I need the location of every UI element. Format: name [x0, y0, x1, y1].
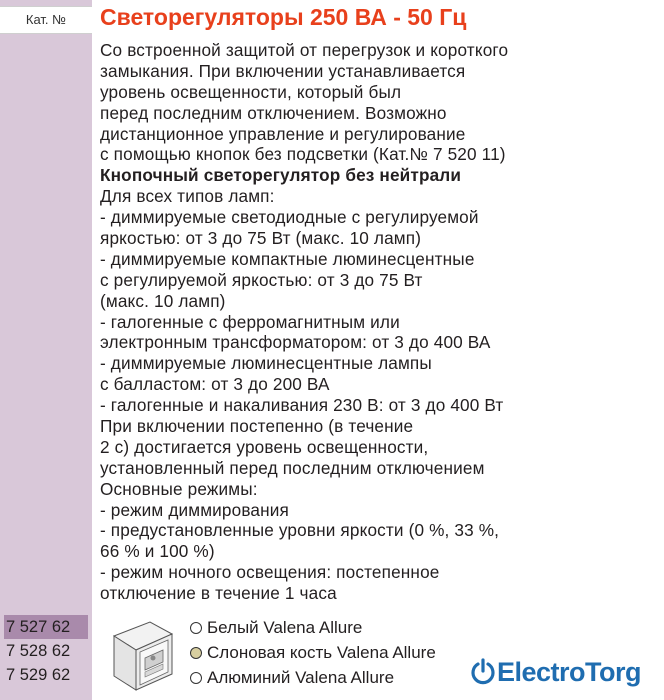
description-line: отключение в течение 1 часа — [100, 583, 337, 604]
description — [100, 40, 660, 604]
catalog-number-2: 7 528 62 — [6, 642, 71, 660]
description-line: (макс. 10 ламп) — [100, 290, 226, 311]
description-line: - диммируемые люминесцентные лампы — [100, 353, 432, 374]
description-line: 66 % и 100 %) — [100, 541, 215, 562]
catalog-number-3: 7 529 62 — [6, 666, 71, 684]
description-line: - предустановленные уровни яркости (0 %, 33 %, — [100, 520, 500, 541]
description-line: При включении постепенно (в течение — [100, 416, 414, 437]
variant-aluminium: Алюминий Valena Allure — [190, 666, 394, 690]
description-line: - галогенные с ферромагнитным или — [100, 311, 400, 332]
description-line: замыкания. При включении устанавливается — [100, 60, 466, 81]
description-line: дистанционное управление и регулирование — [100, 123, 466, 144]
description-line: - диммируемые светодиодные с регулируемой — [100, 207, 479, 228]
description-line: перед последним отключением. Возможно — [100, 102, 447, 123]
swatch-icon — [190, 647, 202, 659]
description-line: - диммируемые компактные люминесцентные — [100, 248, 475, 269]
description-line: - галогенные и накаливания 230 В: от 3 до 400 Вт — [100, 395, 504, 416]
description-line: с балластом: от 3 до 200 ВА — [100, 374, 330, 395]
description-line: - режим диммирования — [100, 499, 289, 520]
description-line: Со встроенной защитой от перегрузок и короткого — [100, 40, 509, 60]
section-title: Светорегуляторы 250 ВА - 50 Гц — [100, 4, 467, 30]
description-line: уровень освещенности, который был — [100, 81, 402, 102]
variant-ivory: Слоновая кость Valena Allure — [190, 641, 436, 665]
description-line: установленный перед последним отключением — [100, 457, 485, 478]
swatch-icon — [190, 622, 202, 634]
variant-white: Белый Valena Allure — [190, 616, 362, 640]
electrotorg-logo: ElectroTorg — [470, 652, 641, 692]
description-line: Для всех типов ламп: — [100, 186, 275, 207]
description-line: Основные режимы: — [100, 478, 258, 499]
dimmer-product-icon — [106, 614, 176, 692]
description-line: с регулируемой яркостью: от 3 до 75 Вт — [100, 269, 423, 290]
catalog-column — [0, 0, 92, 700]
catalog-number-1: 7 527 62 — [4, 615, 88, 639]
description-line: - режим ночного освещения: постепенное — [100, 562, 440, 583]
description-line: яркостью: от 3 до 75 Вт (макс. 10 ламп) — [100, 228, 422, 249]
catalog-header: Кат. № — [0, 6, 92, 34]
description-line: 2 с) достигается уровень освещенности, — [100, 436, 429, 457]
subheading: Кнопочный светорегулятор без нейтрали — [100, 165, 462, 186]
description-line: с помощью кнопок без подсветки (Кат.№ 7 520 11) — [100, 144, 506, 165]
power-icon — [470, 657, 496, 685]
description-line: электронным трансформатором: от 3 до 400 ВА — [100, 332, 491, 353]
swatch-icon — [190, 672, 202, 684]
